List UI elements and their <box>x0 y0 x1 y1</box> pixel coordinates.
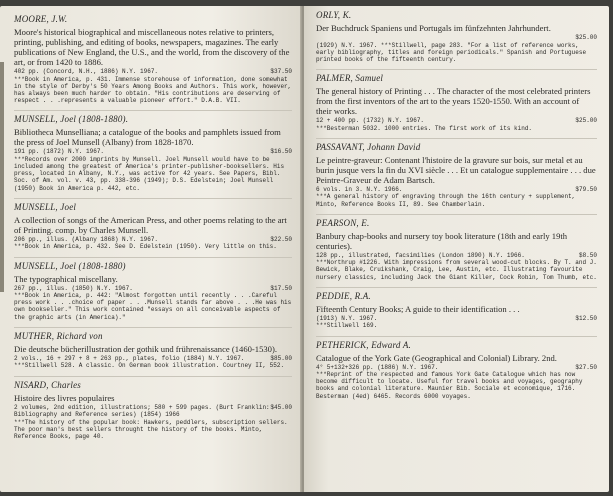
entry-pub-row <box>316 364 597 372</box>
divider <box>14 198 292 199</box>
entry-price: $25.00 <box>575 117 597 125</box>
entry-pub-row <box>14 404 292 419</box>
entry-pub-row <box>14 68 292 76</box>
entry-note: ***The history of the popular book: Hawkers, peddlers, subscription sellers. The poor man's best sellers throught the history of the books. Minto, Reference Books, page 40. <box>14 418 288 440</box>
divider <box>14 327 292 328</box>
entry-price: $25.00 <box>575 34 597 41</box>
right-column <box>316 10 597 406</box>
divider <box>316 214 597 215</box>
entry-price: $17.50 <box>270 284 292 292</box>
entry-heading: MUNSELL, Joel (1808-1880) <box>14 260 126 271</box>
entry-pub: (1913) N.Y. 1967. <box>316 314 378 322</box>
entry-pub: 6 vols. in 3. N.Y. 1966. <box>316 185 403 193</box>
entry-price: $85.00 <box>270 354 292 362</box>
entry-note: ***Book in America, p. 442: "Almost forgotten until recently . . .Careful press work . . .choice of paper . . .Munsell stands far above . . .He was his own bookseller." This work contained "essays on all conceivable aspects of the graphic arts (in America)." <box>14 292 292 321</box>
divider <box>14 376 292 377</box>
entry-title: Le peintre-graveur: Contenant l'histoire de la gravure sur bois, sur metal et au burin jusque vers la fin du XVI siècle . . . Et un catalogue supplementaire . . . due Peintre-Graveur de Adam Bartsch. <box>316 154 596 185</box>
catalog-entry <box>316 218 597 281</box>
entry-heading: PALMER, Samuel <box>316 73 384 84</box>
entry-pub-row <box>14 236 292 244</box>
catalog-entry <box>316 73 597 132</box>
entry-pub: 4° 5+132+326 pp. (1886) N.Y. 1967. <box>316 363 439 371</box>
entry-note: (1929) N.Y. 1967. ***Stillwell, page 283. "For a list of reference works, early bibliography, titles and foreign periodicals." Spanish and Portuguese printed books of the fifteenth century. <box>316 41 587 63</box>
catalog-entry <box>316 10 597 63</box>
entry-note: ***Book in America, p. 432. See D. Edelstein (1950). Very little on this. <box>14 243 277 251</box>
entry-pub: 2 volumes, 2nd edition, illustrations; 580 + 599 pages. (Burt Franklin: Bibliography and Reference series) (1854) 1966 <box>14 403 270 419</box>
entry-pub: 128 pp., illustrated, facsimilies (London 1890) N.Y. 1966. <box>316 251 525 259</box>
entry-title: Moore's historical biographical and miscellaneous notes relative to printers, printing, publishing, and editing of books, newspapers, magazines. The early publications of New England, the U.S., and the world, from the discovery of the art, or from 1420 to 1886. <box>14 27 290 67</box>
divider <box>316 336 597 337</box>
entry-pub-row <box>316 315 597 323</box>
entry-price: $8.50 <box>578 251 597 259</box>
entry-pub-row <box>14 355 292 363</box>
entry-heading: ORLY, K. <box>316 10 352 20</box>
catalog-entry <box>316 340 597 400</box>
entry-price: $16.50 <box>270 148 292 156</box>
entry-pub: 206 pp., illus. (Albany 1868) N.Y. 1967. <box>14 235 159 243</box>
catalog-entry <box>14 331 292 370</box>
left-page <box>0 6 302 492</box>
entry-pub: 2 vols., 16 + 297 + 8 + 263 pp., plates, folio (1884) N.Y. 1967. <box>14 354 245 362</box>
divider <box>316 69 597 70</box>
entry-pub-row <box>316 117 597 125</box>
entry-heading: MUTHER, Richard von <box>14 330 103 341</box>
entry-price: $12.50 <box>575 314 597 322</box>
entry-note: ***A general history of engraving through the 16th century + supplement, Minto, Reference Books II, 89. See Chamberlain. <box>316 193 576 208</box>
entry-note: ***Stillwell 528. A classic. On German book illustration. Courtney II, 552. <box>14 362 285 370</box>
divider <box>316 287 597 288</box>
entry-pub-row <box>14 148 292 156</box>
entry-heading: NISARD, Charles <box>14 379 81 390</box>
catalog-entry <box>14 202 292 251</box>
catalog-entry <box>14 14 292 104</box>
entry-heading: PEDDIE, R.A. <box>316 290 371 301</box>
catalog-entry <box>316 142 597 208</box>
catalog-entry <box>14 261 292 321</box>
entry-heading: PETHERICK, Edward A. <box>316 339 412 350</box>
entry-title: Der Buchdruck Spaniens und Portugals im fünfzehnten Jahrhundert. <box>316 23 551 33</box>
entry-pub-row <box>316 186 597 194</box>
entry-heading: PASSAVANT, Johann David <box>316 141 421 152</box>
entry-price: $37.50 <box>270 68 292 75</box>
divider <box>14 257 292 258</box>
catalog-entry <box>14 380 292 441</box>
entry-title: The general history of Printing . . . The character of the most celebrated printers from the first inventors of the art to the years 1520-1550. With an account of their works. <box>316 86 591 117</box>
entry-pub-row <box>316 252 597 260</box>
entry-note: ***Besterman 5032. 1000 entries. The first work of its kind. <box>316 124 533 132</box>
catalog-entry <box>316 291 597 330</box>
entry-title: The typographical miscellany. <box>14 273 118 284</box>
entry-price: $27.50 <box>575 363 597 371</box>
entry-pub: 402 pp. (Concord, N.H., 1886) N.Y. 1967. <box>14 68 159 75</box>
entry-price: $22.50 <box>270 235 292 243</box>
entry-heading: MOORE, J.W. <box>14 14 68 24</box>
left-column <box>14 14 292 446</box>
divider <box>316 138 597 139</box>
entry-note: ***Stillwell 169. <box>316 322 378 330</box>
entry-heading: PEARSON, E. <box>316 217 370 228</box>
entry-note: ***Book in America, p. 431. Immense storehouse of information, done somewhat in the style of Derby's 50 Years Among Books and Authors. This work, however, has always been much harder to obtain. "His contributions are deserving of respect . . .represents a valuable pioneer effort." D.A.B. VII. <box>14 75 292 105</box>
entry-title: Banbury chap-books and nursery toy book literature (18th and early 19th centuries). <box>316 230 568 251</box>
entry-note: ***Records over 2000 imprints by Munsell. Joel Munsell would have to be included among the greatest of America's printer-publisher-booksellers. His press, located in Albany, N.Y., was active for 42 years. See Papers, Bibl. Soc. of Am. vol. v. 43, pp. 338-396 (1949); D.S. Edelstein; Joel Munsell (1950) Book in America p. 442, etc. <box>14 155 285 192</box>
catalog-entry <box>14 114 292 192</box>
page-edge <box>0 62 4 292</box>
right-page <box>304 6 609 492</box>
entry-heading: MUNSELL, Joel <box>14 201 77 212</box>
entry-pub-row <box>316 34 597 42</box>
entry-pub-row <box>14 285 292 293</box>
entry-title: Histoire des livres populaires <box>14 392 115 403</box>
entry-title: A collection of songs of the American Press, and other poems relating to the art of Printing. comp. by Charles Munsell. <box>14 214 287 235</box>
entry-note: ***Northrup #1226. With impressions from several wood-cut blocks. By T. and J. Bewick, Blake, Cruikshank, Craig, Lee, Austin, etc. Illustrating favourite nursery classics, including Jack the Giant Killer, Cock Robin, Tom Thumb, etc. <box>316 259 597 281</box>
entry-price: $79.50 <box>575 185 597 193</box>
entry-heading: MUNSELL, Joel (1808-1880). <box>14 114 129 125</box>
entry-price: $45.00 <box>270 403 292 411</box>
entry-title: Catalogue of the York Gate (Geographical and Colonial) Library. 2nd. <box>316 352 557 363</box>
entry-title: Bibliotheca Munselliana; a catalogue of the books and pamphlets issued from the press of Joel Munsell (Albany) from 1828-1870. <box>14 127 281 148</box>
divider <box>14 110 292 111</box>
entry-note: ***Reprint of the respected and famous York Gate Catalogue which has now become difficult to locate. Useful for travel books and voyages, geography books and colonial literature. Maunier Bib. Sociale et economique, 1716. Besterman (4ed) 6465. Records 6000 voyages. <box>316 371 583 400</box>
entry-pub: 267 pp., illus. (1850) N.Y. 1967. <box>14 284 133 292</box>
entry-title: Die deutsche bücherillustration der gothik und frührenaissance (1460-1530). <box>14 343 277 354</box>
entry-title: Fifteenth Century Books; A guide to their identification . . . <box>316 303 520 314</box>
entry-pub: 191 pp. (1872) N.Y. 1967. <box>14 148 105 156</box>
entry-pub: 12 + 400 pp. (1732) N.Y. 1967. <box>316 117 425 125</box>
